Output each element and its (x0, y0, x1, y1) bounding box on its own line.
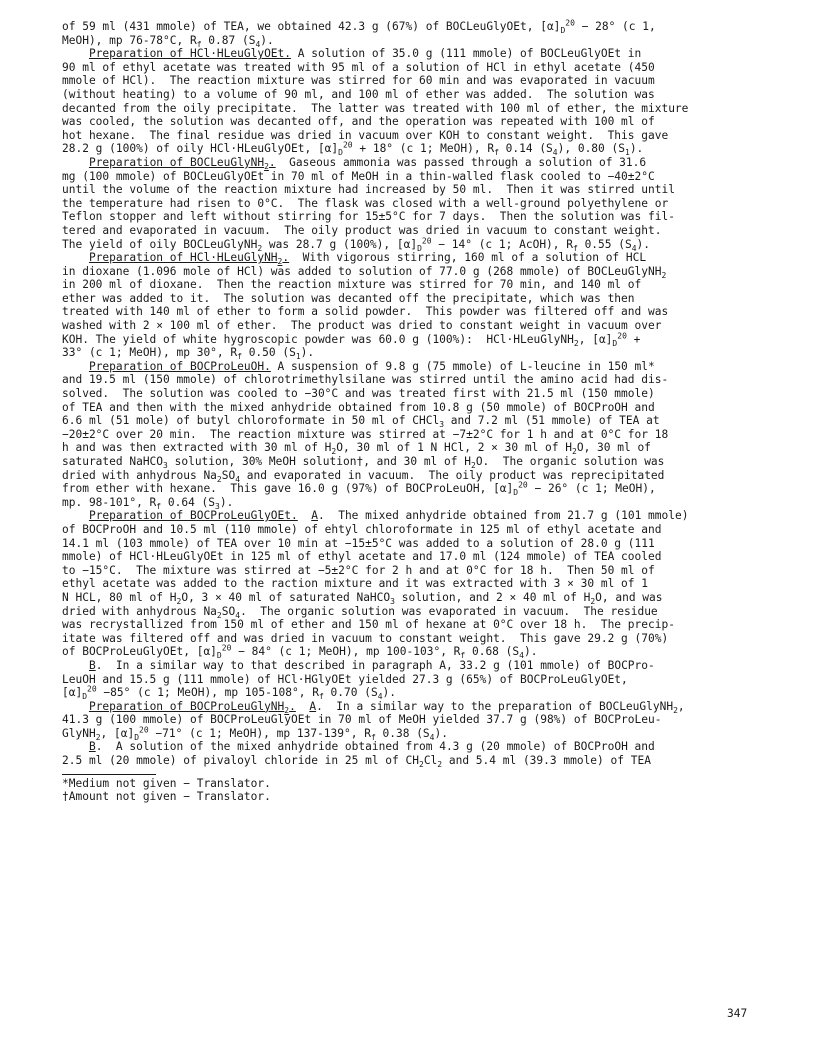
text-run: GlyNH (62, 726, 96, 740)
text-run: 0.55 (S (577, 237, 632, 251)
text-line (62, 564, 762, 578)
text-line (62, 740, 762, 754)
text-run: . In a similar way to that described in paragraph A, 33.2 g (101 mmole) of BOCPro- (95, 658, 655, 672)
text-line (62, 210, 762, 224)
heading-run: Preparation of HCl·HLeuGlyNH (88, 251, 278, 265)
heading-run: B (88, 658, 96, 672)
text-run: + 18° (c 1; MeOH), R (352, 142, 495, 156)
text-line (62, 659, 762, 673)
text-run: f (573, 243, 578, 253)
text-run: 20 (221, 643, 232, 653)
text-line (62, 34, 762, 48)
heading-run: . (282, 251, 290, 265)
text-line (62, 330, 762, 348)
text-run: 4 (235, 474, 241, 484)
text-run: 2 (216, 474, 222, 484)
text-run: 3 (439, 420, 445, 430)
heading-run: 2 (264, 162, 269, 172)
text-run: MeOH), mp 76-78°C, R (62, 33, 197, 47)
text-run: dried with anhydrous Na (62, 604, 217, 618)
text-run: ). (300, 346, 315, 360)
text-line (62, 428, 762, 442)
text-run: 2.5 ml (20 mmole) of pivaloyl chloride in 25 ml of CH (62, 754, 419, 768)
text-run: was recrystallized from 150 ml of ether and 150 ml of hexane at 0°C over 18 h. The precip- (62, 618, 675, 632)
text-line (62, 292, 762, 306)
text-line (62, 591, 762, 605)
text-run: 3 (163, 461, 168, 471)
text-run: LeuOH and 15.5 g (111 mmole) of HCl·HGlyOEt yielded 27.3 g (65%) of BOCProLeuGlyOEt, (62, 672, 628, 686)
text-line (62, 61, 762, 75)
text-line (62, 632, 762, 646)
text-run: 1 (624, 148, 630, 158)
text-run: 0.50 (S (241, 346, 296, 360)
text-run: D (216, 651, 222, 661)
text-line (62, 496, 762, 510)
text-line (62, 74, 762, 88)
text-run (298, 509, 311, 522)
text-run: −20±2°C over 20 min. The reaction mixture was stirred at −7±2°C for 1 h and at 0°C for 18 (62, 427, 669, 441)
text-run: and 7.2 ml (51 mmole) of TEA at (444, 414, 660, 428)
text-run: 4 (255, 39, 261, 49)
text-line (62, 265, 762, 279)
text-line (62, 20, 762, 34)
heading-run: 2 (284, 705, 290, 715)
text-run: − 26° (c 1; MeOH), (527, 482, 656, 496)
text-run: mmole of HCl). The reaction mixture was stirred for 60 min and was evaporated in vacuum (62, 74, 655, 88)
text-run: (without heating) to a volume of 90 ml, and 100 ml of ether was added. The solution was (62, 87, 655, 101)
text-run: 14.1 ml (103 mmole) of TEA over 10 min at −15±5°C was added to a solution of 28.0 g (111 (62, 536, 655, 550)
text-run: in dioxane (1.096 mole of HCl) was added to solution of 77.0 g (268 mmole) of BOCLeuGlyNH (62, 264, 662, 278)
text-run: washed with 2 × 100 ml of ether. The product was dried to constant weight in vacuum over (62, 319, 662, 333)
text-line (62, 224, 762, 238)
text-line (62, 278, 762, 292)
heading-run: Preparation of BOCProLeuGlyOEt. (88, 509, 298, 523)
text-line (62, 319, 762, 333)
text-line (62, 170, 762, 184)
text-run: O, 30 ml of 1 N HCl, 2 × 30 ml of H (336, 441, 572, 455)
text-run: solved. The solution was cooled to −30°C and was treated first with 21.5 ml (150 mmole) (62, 387, 655, 401)
text-line (62, 754, 762, 768)
text-run: ). (629, 142, 644, 156)
text-run: − 84° (c 1; MeOH), mp 100-103°, R (231, 645, 461, 659)
document-page (62, 20, 762, 804)
text-run: −85° (c 1; MeOH), mp 105-108°, R (96, 686, 319, 700)
text-line (62, 414, 762, 428)
text-run: tered and evaporated in vacuum. The oily product was dried in vacuum to constant weight. (62, 223, 662, 237)
text-run: [α] (62, 686, 83, 700)
text-run: 41.3 g (100 mmole) of BOCProLeuGlyOEt in 70 ml of MeOH yielded 37.7 g (98%) of BOCProLeu- (62, 713, 662, 727)
text-run: h and was then extracted with 30 ml of H (62, 441, 332, 455)
text-run: 3 (390, 597, 395, 607)
text-line (62, 360, 762, 374)
text-run: KOH. The yield of white hygroscopic powder was 60.0 g (100%): HCl·HLeuGlyNH (62, 332, 574, 346)
text-run: O, and was (595, 590, 663, 604)
heading-run: . (268, 155, 276, 169)
text-line (62, 686, 762, 700)
text-line (62, 142, 762, 156)
text-run: 2 (437, 760, 443, 770)
text-run: solution, and 2 × 40 ml of H (394, 590, 591, 604)
text-run: 20 (565, 18, 575, 28)
text-line (62, 455, 762, 469)
text-run: decanted from the oily precipitate. The latter was treated with 100 ml of ether, the mixture (62, 101, 689, 115)
text-run: 0.38 (S (375, 726, 430, 740)
text-run: Cl (423, 754, 438, 768)
text-run: ). (382, 686, 396, 700)
text-run: SO (221, 604, 236, 618)
text-run: D (612, 338, 618, 348)
text-run: 20 (139, 725, 149, 735)
text-run: was 28.7 g (100%), [α] (262, 237, 418, 251)
text-run: 3 (215, 502, 220, 512)
text-run (62, 659, 89, 672)
text-line (62, 727, 762, 741)
footnote-amount: †Amount not given − Translator. (62, 790, 271, 804)
footnote-medium: *Medium not given − Translator. (62, 776, 271, 790)
text-run: D (134, 733, 140, 743)
text-run: , [α] (100, 726, 135, 740)
text-run: Gaseous ammonia was passed through a solution of 31.6 (275, 155, 647, 169)
text-run: f (460, 651, 466, 661)
text-run: 2 (470, 461, 476, 471)
text-run: O, 30 ml of (576, 441, 651, 455)
text-run: ether was added to it. The solution was decanted off the precipitate, which was then (62, 291, 635, 305)
text-line (62, 713, 762, 727)
text-run: hot hexane. The final residue was dried in vacuum over KOH to constant weight. This gave (62, 128, 669, 142)
text-line (62, 88, 762, 102)
text-run (62, 509, 89, 522)
text-line (62, 482, 762, 496)
text-run (62, 360, 89, 373)
text-run: 2 (572, 447, 577, 457)
text-run: until the volume of the reaction mixture had increased by 50 ml. Then it was stirred until (62, 183, 675, 197)
text-run: to −15°C. The mixture was stirred at −5±2°C for 2 h and at 0°C for 18 h. Then 50 ml of (62, 563, 655, 577)
text-run (62, 251, 89, 264)
text-line (62, 577, 762, 591)
text-run: saturated NaHCO (62, 455, 164, 468)
text-line (62, 469, 762, 483)
text-line (62, 251, 762, 265)
text-run: . A solution of the mixed anhydride obtained from 4.3 g (20 mmole) of BOCProOH and (95, 740, 655, 754)
text-run: 20 (421, 235, 432, 245)
text-line (62, 537, 762, 551)
heading-run: B (88, 740, 96, 754)
text-line (62, 373, 762, 387)
text-run: treated with 140 ml of ether to form a solid powder. This powder was filtered off and was (62, 305, 669, 319)
text-run: 4 (235, 610, 241, 620)
text-run: O, 3 × 40 ml of saturated NaHCO (181, 590, 391, 604)
text-line (62, 550, 762, 564)
text-run: f (370, 733, 376, 743)
text-run: and evaporated in vacuum. The oily product was reprecipitated (240, 468, 665, 482)
text-run: + (626, 332, 641, 346)
text-run: 2 (661, 270, 667, 280)
text-line (62, 102, 762, 116)
text-line (62, 509, 762, 523)
text-run: ethyl acetate was added to the raction mixture and it was extracted with 3 × 30 ml of 1 (62, 577, 648, 591)
text-line (62, 441, 762, 455)
text-line (62, 700, 762, 714)
text-run: ). (636, 237, 651, 251)
text-run: 4 (377, 692, 383, 702)
text-line (62, 156, 762, 170)
text-run: from ether with hexane. This gave 16.0 g (97%) of BOCProLeuOH, [α] (62, 482, 514, 496)
text-run: dried with anhydrous Na (62, 468, 217, 482)
text-run: A solution of 35.0 g (111 mmole) of BOCLeuGlyOEt in (291, 47, 642, 61)
heading-run: . (289, 699, 296, 713)
text-run: 4 (429, 733, 435, 743)
text-line (62, 645, 762, 659)
text-line (62, 673, 762, 687)
text-run: ). (260, 33, 274, 47)
text-run: N HCL, 80 ml of H (62, 590, 177, 604)
text-run: 0.68 (S (465, 645, 520, 659)
heading-run: Preparation of HCl·HLeuGlyOEt. (88, 47, 292, 61)
text-run: 2 (418, 760, 424, 770)
text-run: 2 (331, 447, 337, 457)
text-run: 20 (87, 684, 97, 694)
text-run: − 14° (c 1; AcOH), R (431, 237, 573, 251)
text-run: . The mixed anhydride obtained from 21.7 g (101 mmole) (318, 509, 689, 523)
text-run: 2 (673, 705, 678, 715)
text-run: 1 (295, 352, 301, 362)
text-run (296, 700, 309, 713)
text-run: f (494, 148, 499, 158)
heading-run: Preparation of BOCProLeuOH. (88, 359, 271, 373)
heading-run: 2 (277, 257, 283, 267)
text-run: 0.14 (S (498, 142, 553, 156)
text-run: mmole) of HCl·HLeuGlyOEt in 125 ml of ethyl acetate and 17.0 ml (124 mmole) of TEA cooled (62, 550, 662, 564)
text-line (62, 346, 762, 360)
text-run: . In a similar way to the preparation of BOCLeuGlyNH (316, 699, 674, 713)
text-run: 0.70 (S (323, 686, 378, 700)
heading-run: Preparation of BOCProLeuGlyNH (88, 699, 285, 713)
text-run: 2 (590, 597, 596, 607)
footnote-rule (62, 774, 156, 775)
text-line (62, 235, 762, 253)
text-run: 2 (257, 243, 263, 253)
text-line (62, 401, 762, 415)
text-run: solution, 30% MeOH solution†, and 30 ml of H (167, 455, 471, 468)
text-run: of 59 ml (431 mmole) of TEA, we obtained 42.3 g (67%) of BOCLeuGlyOEt, [α] (62, 20, 561, 33)
text-line (62, 115, 762, 129)
text-run: −71° (c 1; MeOH), mp 137-139°, R (148, 726, 371, 740)
text-run: D (417, 243, 422, 253)
text-run (62, 740, 89, 753)
text-run: 6.6 ml (51 mole) of butyl chloroformate in 50 ml of CHCl (62, 414, 440, 428)
text-run: SO (221, 468, 236, 482)
text-run: . The organic solution was evaporated in vacuum. The residue (240, 604, 658, 618)
text-line (62, 523, 762, 537)
text-line (62, 305, 762, 319)
text-run: 0.87 (S (201, 33, 256, 47)
text-run: f (318, 692, 324, 702)
text-run: 20 (518, 480, 528, 490)
text-run: D (560, 26, 566, 36)
text-line (62, 47, 762, 61)
text-run: 20 (617, 330, 627, 340)
text-run: and 19.5 ml (150 mmole) of chlorotrimethylsilane was stirred until the amino acid had dis- (62, 373, 669, 387)
text-run: 2 (216, 610, 222, 620)
text-run: 4 (631, 243, 637, 253)
text-run: the temperature had risen to 0°C. The flask was closed with a well-ground polyethylene or (62, 196, 669, 210)
text-run: D (338, 148, 343, 158)
text-run: was cooled, the solution was decanted off, and the operation was repeated with 100 ml of (62, 115, 655, 129)
text-run: − 28° (c 1, (574, 20, 656, 33)
text-run: 33° (c 1; MeOH), mp 30°, R (62, 346, 238, 360)
body-text (62, 20, 762, 768)
text-run: and 5.4 ml (39.3 mmole) of TEA (442, 754, 651, 768)
text-run: D (82, 692, 88, 702)
text-run: O. The organic solution was (475, 455, 665, 468)
text-line (62, 197, 762, 211)
text-line (62, 129, 762, 143)
text-run: ). (219, 495, 234, 509)
text-run: of TEA and then with the mixed anhydride obtained from 10.8 g (50 mmole) of BOCProOH and (62, 400, 655, 414)
heading-run: A (309, 699, 317, 713)
text-run: mg (100 mmole) of BOCLeuGlyOEt in 70 ml of MeOH in a thin-walled flask cooled to −40±2°C (62, 169, 655, 183)
text-run: ). (434, 726, 448, 740)
text-run: 4 (552, 148, 558, 158)
text-run: D (513, 488, 519, 498)
text-run: ). (523, 645, 538, 659)
text-line (62, 183, 762, 197)
text-run: 4 (519, 651, 524, 661)
text-run: 28.2 g (100%) of oily HCl·HLeuGlyOEt, [α] (62, 142, 339, 156)
heading-run: Preparation of BOCLeuGlyNH (88, 155, 265, 169)
text-run (62, 156, 89, 169)
text-run: 2 (95, 733, 101, 743)
text-run: 0.64 (S (161, 495, 216, 509)
text-run: of BOCProLeuGlyOEt, [α] (62, 645, 217, 659)
text-run: A suspension of 9.8 g (75 mmole) of L-leucine in 150 ml* (270, 359, 655, 373)
text-run: of BOCProOH and 10.5 ml (110 mmole) of ehtyl chloroformate in 125 ml of ethyl acetate and (62, 522, 662, 536)
text-run: , (677, 699, 685, 713)
text-run: Teflon stopper and left without stirring for 15±5°C for 7 days. Then the solution was fil- (62, 210, 675, 224)
text-run: itate was filtered off and was dried in vacuum to constant weight. This gave 29.2 g (70%) (62, 631, 669, 645)
text-run: ), 0.80 (S (557, 142, 625, 156)
text-run (62, 47, 89, 60)
text-run: mp. 98-101°, R (62, 495, 157, 509)
text-run: 2 (176, 597, 182, 607)
text-run: 20 (342, 140, 353, 150)
text-run: in 200 ml of dioxane. Then the reaction mixture was stirred for 70 min, and 140 ml of (62, 278, 642, 292)
text-run: With vigorous stirring, 160 ml of a solution of HCL (289, 251, 647, 265)
text-line (62, 387, 762, 401)
text-line (62, 618, 762, 632)
text-run: 2 (573, 338, 579, 348)
heading-run: A (311, 509, 318, 523)
text-run: f (237, 352, 242, 362)
text-run: 90 ml of ethyl acetate was treated with 95 ml of a solution of HCl in ethyl acetate (450 (62, 60, 655, 74)
text-run: The yield of oily BOCLeuGlyNH (62, 237, 258, 251)
text-run: , [α] (578, 332, 613, 346)
text-run: f (196, 39, 202, 49)
text-run: f (156, 502, 162, 512)
page-number: 347 (727, 1007, 748, 1020)
text-line (62, 605, 762, 619)
text-run (62, 700, 89, 713)
